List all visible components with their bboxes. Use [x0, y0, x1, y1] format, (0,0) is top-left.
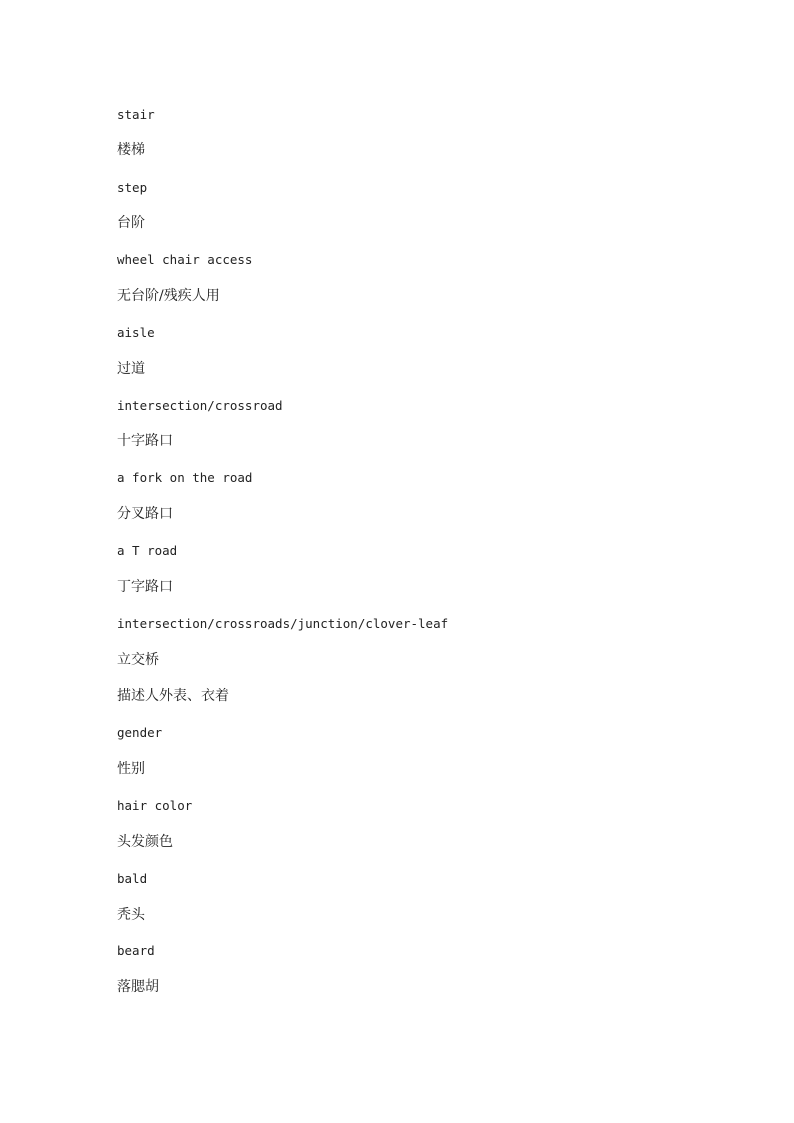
text-line: beard	[117, 943, 155, 958]
text-line: gender	[117, 725, 163, 740]
text-line: a fork on the road	[117, 470, 253, 485]
text-line: 分叉路口	[117, 506, 173, 522]
text-line: 过道	[117, 361, 145, 377]
text-line: bald	[117, 871, 148, 886]
text-line: wheel chair access	[117, 252, 253, 267]
text-line: 十字路口	[117, 433, 173, 449]
text-line: 楼梯	[117, 142, 145, 158]
text-line: 无台阶/残疾人用	[117, 288, 220, 304]
text-line: hair color	[117, 798, 193, 813]
text-line: 台阶	[117, 215, 145, 231]
text-line: 立交桥	[117, 652, 159, 668]
section-heading: 描述人外表、衣着	[117, 688, 229, 704]
text-line: 秃头	[117, 907, 145, 923]
text-line: stair	[117, 107, 155, 122]
text-line: a T road	[117, 543, 178, 558]
text-line: intersection/crossroad	[117, 398, 283, 413]
text-line: aisle	[117, 325, 155, 340]
text-line: 头发颜色	[117, 834, 173, 850]
text-line: 丁字路口	[117, 579, 173, 595]
text-line: step	[117, 180, 148, 195]
text-line: 落腮胡	[117, 979, 159, 995]
text-line: intersection/crossroads/junction/clover-leaf	[117, 616, 449, 631]
text-line: 性别	[117, 761, 145, 777]
